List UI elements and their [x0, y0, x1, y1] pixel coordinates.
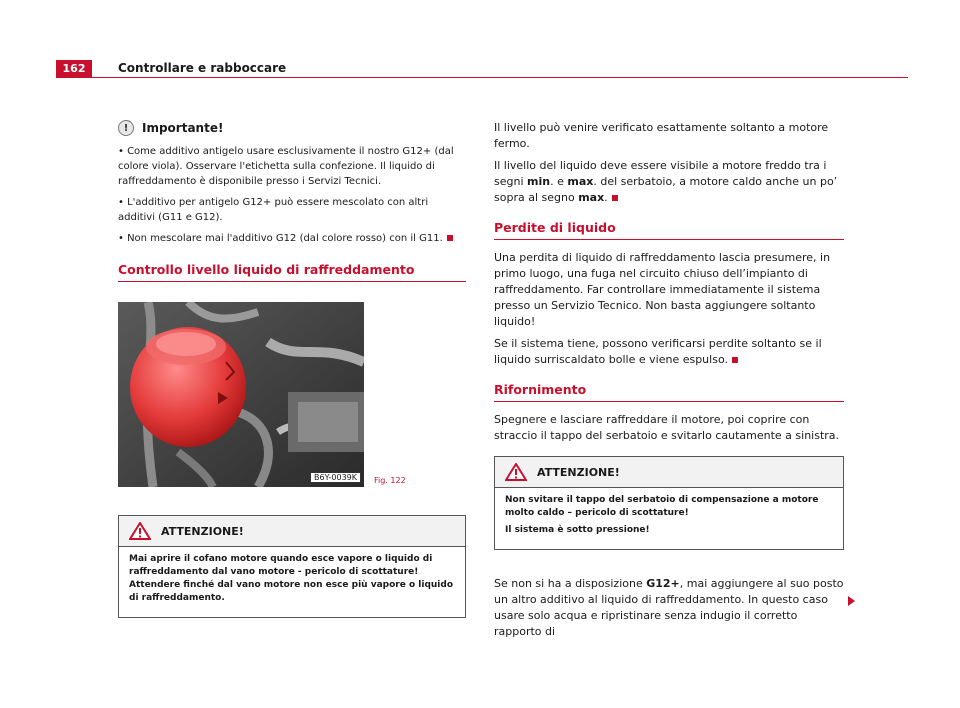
min-mark-label: min [527, 175, 551, 188]
section-end-marker [732, 357, 738, 363]
important-paragraph: • Come additivo antigelo usare esclusivamente il nostro G12+ (dal colore viola). Osservare l'etichetta sulla confezione. Il liquido di raffreddamento è disponibile presso i Servizi Tecnici. [118, 146, 454, 187]
warning-box-hood [118, 515, 466, 618]
page-number: 162 [56, 60, 92, 78]
section-heading-level-check: Controllo livello liquido di raffreddamento [118, 262, 466, 282]
exclamation-circle-icon: ! [118, 120, 134, 136]
paragraph-level-marks [494, 158, 844, 206]
paragraph-refill-steps: Spegnere e lasciare raffreddare il motore, poi coprire con straccio il tappo del serbatoio e svitarlo cautamente a sinistra. [494, 413, 840, 442]
text-span: , mai aggiungere al suo posto un altro additivo al liquido di raffreddamento. In questo caso usare solo acqua e ripristinare senza indugio il corretto rapporto di [494, 577, 844, 638]
important-paragraph: • L'additivo per antigelo G12+ può essere mescolato con altri additivi (G11 e G12). [118, 197, 429, 223]
right-column [494, 120, 844, 646]
text-span: Se il sistema tiene, possono verificarsi perdite soltanto se il liquido surriscaldato bolle e viene espulso. [494, 337, 822, 366]
warning-body [495, 488, 843, 549]
text-span: . e [550, 175, 568, 188]
max-mark-label: max [578, 191, 605, 204]
section-heading-refill: Rifornimento [494, 382, 844, 402]
warning-text: Non svitare il tappo del serbatoio di compensazione a motore molto caldo – pericolo di scottature! [505, 495, 819, 518]
photo-code: B6Y-0039K [310, 472, 361, 483]
section-end-marker [447, 235, 453, 241]
header-rule [92, 77, 908, 78]
important-title: Importante! [142, 121, 224, 135]
warning-triangle-icon [129, 522, 151, 540]
paragraph-g12plus [494, 576, 844, 640]
important-note [118, 120, 466, 246]
warning-text: Il sistema è sotto pressione! [505, 525, 650, 535]
paragraph-engine-off: Il livello può venire verificato esattamente soltanto a motore fermo. [494, 121, 829, 150]
section-end-marker [612, 195, 618, 201]
running-title: Controllare e rabboccare [118, 61, 287, 75]
section-heading-leaks: Perdite di liquido [494, 220, 844, 240]
text-span: Se non si ha a disposizione [494, 577, 647, 590]
figure-coolant-reservoir [118, 302, 466, 507]
text-span: . [604, 191, 608, 204]
warning-heading [119, 516, 465, 547]
paragraph-overheat [494, 336, 844, 368]
warning-text: Mai aprire il cofano motore quando esce vapore o liquido di raffreddamento dal vano motore - pericolo di scottature! Attendere finché dal vano motore non esce più vapore o liquido di raffreddamento. [129, 554, 453, 603]
product-name: G12+ [646, 577, 680, 590]
warning-title: ATTENZIONE! [161, 524, 244, 538]
warning-title: ATTENZIONE! [537, 465, 620, 479]
important-paragraph [118, 231, 466, 246]
continue-arrow-icon [848, 596, 855, 606]
text-span: . del serbatoio, a motore caldo anche un po’ sopra al segno [494, 175, 838, 204]
paragraph-leak-info: Una perdita di liquido di raffreddamento lascia presumere, in primo luogo, una fuga nel circuito chiuso dell’impianto di raffreddamento. Far controllare immediatamente il sistema presso un Servizio Tecnico. Non basta aggiungere soltanto liquido! [494, 251, 831, 328]
figure-label: Fig. 122 [374, 476, 406, 485]
warning-box-cap [494, 456, 844, 550]
important-heading [118, 120, 466, 136]
max-mark-label: max [567, 175, 594, 188]
important-paragraph-text: • Non mescolare mai l'additivo G12 (dal colore rosso) con il G11. [118, 233, 443, 244]
coolant-reservoir-photo [118, 302, 364, 487]
left-column [118, 120, 466, 618]
warning-heading [495, 457, 843, 488]
warning-triangle-icon [505, 463, 527, 481]
warning-body [119, 547, 465, 617]
text-span: Il livello del liquido deve essere visibile a motore freddo tra i segni [494, 159, 827, 188]
